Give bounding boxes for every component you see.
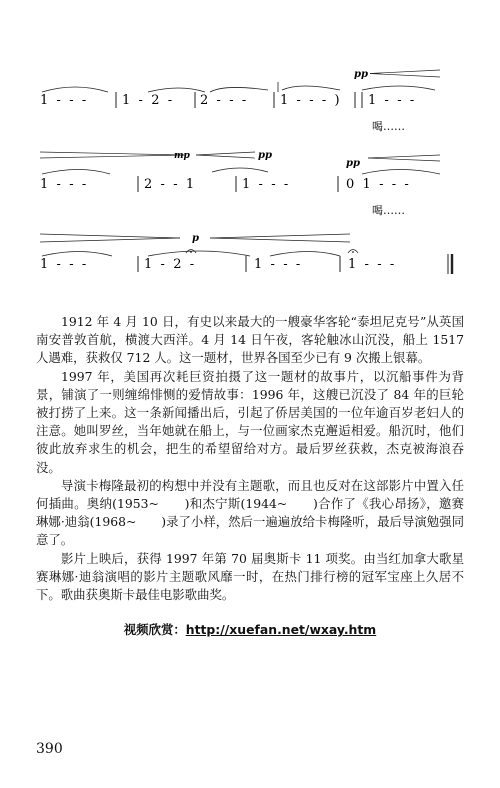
score-line-2 <box>40 150 440 217</box>
measure: 1 - - - <box>254 257 301 272</box>
dynamic-marking: mp <box>174 151 190 161</box>
paragraph: 影片上映后，获得 1997 年第 70 届奥斯卡 11 项奖。由当红加拿大歌星赛琳娜·迪翁演唱的影片主题歌风靡一时，在热门排行榜的冠军宝座上久居不下。歌曲获奥斯卡最佳电影歌曲奖。 <box>36 550 464 603</box>
measure: 1 - - - <box>242 177 289 192</box>
lyric: 喝…… <box>372 204 405 217</box>
video-link-label: 视频欣赏： <box>123 622 186 637</box>
measure: 1 - - - <box>40 93 87 108</box>
measure: 2 - - - <box>200 93 247 108</box>
lyric: 喝…… <box>372 120 405 133</box>
measure: 1 - 2 - <box>144 257 195 272</box>
measure: 0 1 - - - <box>346 177 409 192</box>
measure: 2 - - 1 <box>144 177 195 192</box>
page-number: 390 <box>36 741 63 757</box>
video-link[interactable]: http://xuefan.net/wxay.htm <box>185 622 377 637</box>
measure: 1 - - - <box>40 257 87 272</box>
measure: 1 - - - ) <box>280 93 340 108</box>
measure: 1 - - - <box>348 257 395 272</box>
dynamic-marking: p <box>192 233 199 244</box>
dynamic-marking: pp <box>258 150 272 161</box>
score-line-1 <box>40 69 440 133</box>
music-score <box>0 0 500 300</box>
dynamic-marking: pp <box>346 158 360 169</box>
score-line-3 <box>40 233 452 274</box>
paragraph: 1997 年，美国再次耗巨资拍摄了这一题材的故事片，以沉船事件为背景，铺演了一则缠绵悱恻的爱情故事：1996 年，这艘已沉没了 84 年的巨轮被打捞了上来。这一条新闻播出后，引起了侨居美国的一位年逾百岁老妇人的注意。她叫罗丝，当年她就在船上，与一位画家杰克邂逅相爱。船沉时，他们彼此放弃求生的机会，把生的希望留给对方。最后罗丝获救，杰克被海浪吞没。 <box>36 368 464 475</box>
paragraph: 导演卡梅隆最初的构想中并没有主题歌，而且也反对在这部影片中置入任何插曲。奥纳(1953~ )和杰宁斯(1944~ )合作了《我心昂扬》，邀赛琳娜·迪翁(1968~ )录了小样，然后一遍遍放给卡梅隆听，最后导演勉强同意了。 <box>36 477 464 548</box>
video-link-line <box>0 620 500 638</box>
paragraph: 1912 年 4 月 10 日，有史以来最大的一艘豪华客轮“泰坦尼克号”从英国南安普敦首航，横渡大西洋。4 月 14 日午夜，客轮触冰山沉没，船上 1517 人遇难，获救仅 712 人。这一题材，世界各国至少已有 9 次搬上银幕。 <box>36 314 464 366</box>
measure: 1 - - - <box>368 93 415 108</box>
measure: 1 - - - <box>40 177 87 192</box>
dynamic-marking: pp <box>354 69 368 80</box>
measure: 1 - 2 - <box>122 93 173 108</box>
article-body <box>36 313 464 604</box>
